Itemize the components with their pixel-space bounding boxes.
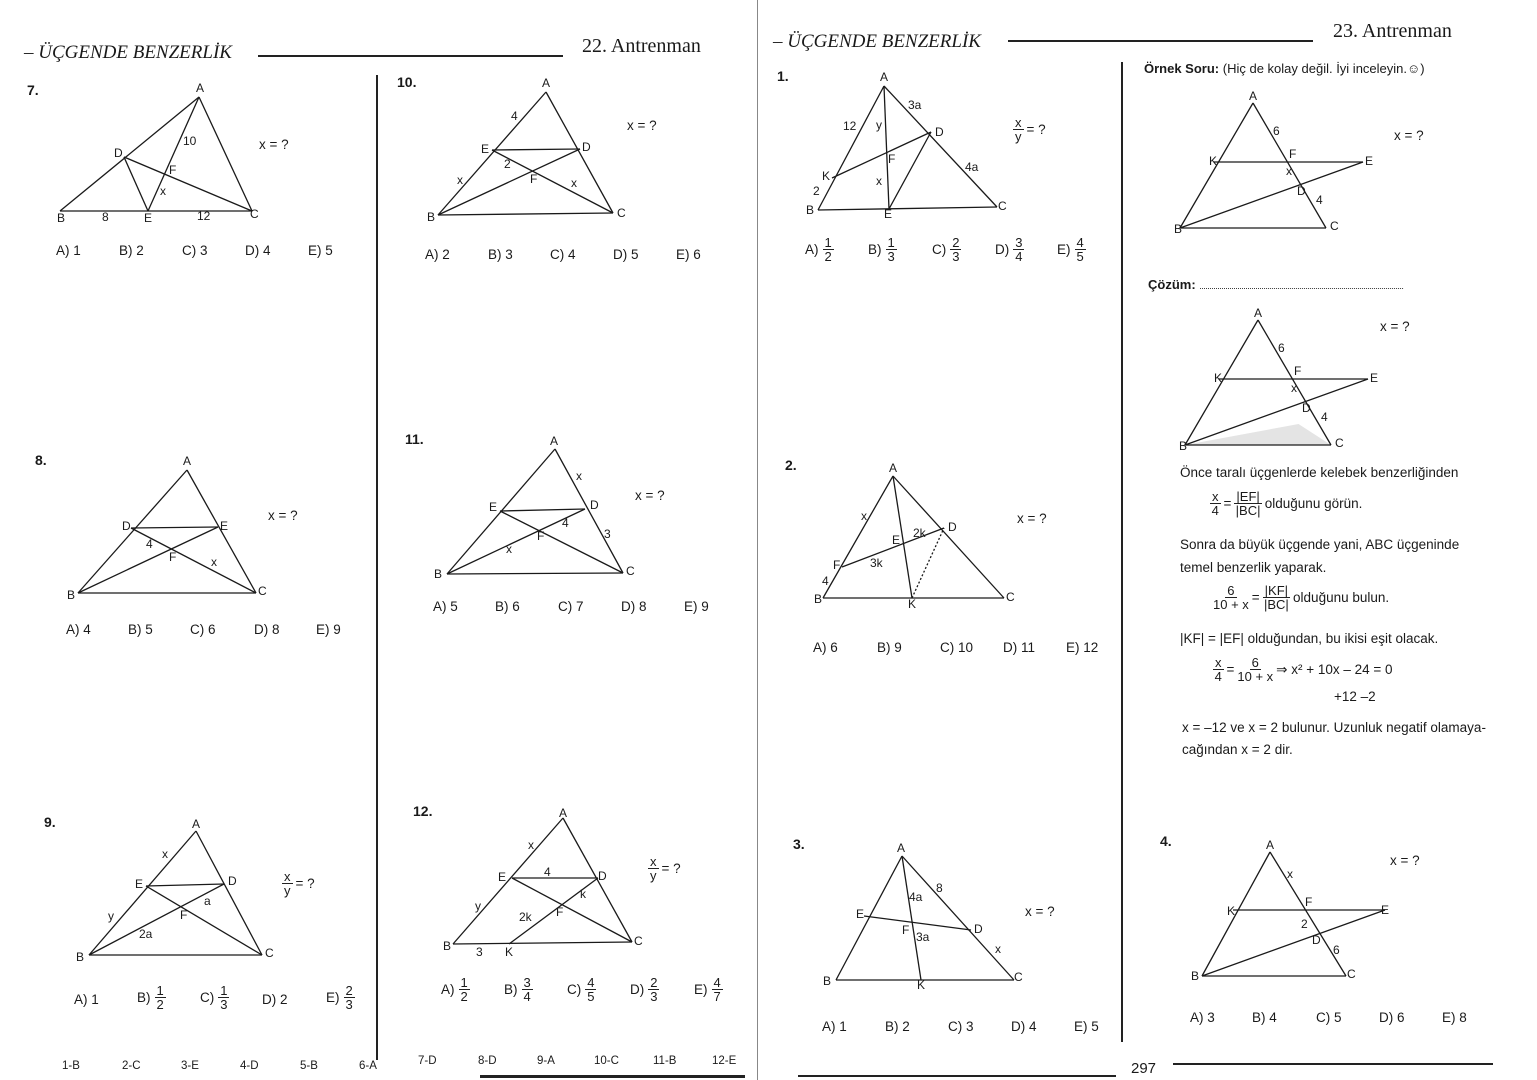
diagram-label: E xyxy=(144,211,153,225)
answer-option[interactable]: D) 8 xyxy=(621,599,647,614)
solution-eq3: $\frac{x}{4}$ = $\frac{6}{10 + x}$ ⇒ x² + 10x – 24 = 0 xyxy=(1214,655,1393,684)
diagram-label: x xyxy=(1291,381,1297,395)
solution-label: Çözüm: xyxy=(1148,277,1196,292)
question: x = ? xyxy=(627,118,657,133)
answer-option[interactable]: C) 10 xyxy=(940,640,974,655)
diagram-label: C xyxy=(1014,970,1023,984)
answer-option[interactable]: A) 1 xyxy=(56,243,81,258)
column-divider xyxy=(1121,62,1123,1042)
shaded-triangle xyxy=(1185,424,1331,445)
diagram-label: B xyxy=(1174,222,1183,236)
answer-key-item: 6-A xyxy=(359,1060,377,1072)
column-divider xyxy=(376,75,378,1060)
segment-CA xyxy=(1270,852,1346,976)
answer-key-item: 7-D xyxy=(418,1055,437,1067)
answer-option[interactable]: A) 1 xyxy=(822,1019,847,1034)
fraction: $\frac{1}{3}$ xyxy=(887,235,895,264)
diagram-label: 4 xyxy=(1316,193,1323,207)
fraction: $\frac{2}{3}$ xyxy=(345,983,353,1012)
problem-number: 2. xyxy=(785,457,797,473)
problem-number: 11. xyxy=(405,431,424,447)
problem-number: 10. xyxy=(397,74,417,90)
diagram-label: E xyxy=(489,500,498,514)
diagram-label: C xyxy=(1347,967,1356,981)
right-header-title: – ÜÇGENDE BENZERLİK xyxy=(773,31,981,52)
diagram-label: D xyxy=(228,874,237,888)
diagram-label: 12 xyxy=(843,119,857,133)
solution-step3: |KF| = |EF| olduğundan, bu ikisi eşit olacak. xyxy=(1180,631,1439,646)
question: $\frac{x}{y}$ = ? xyxy=(284,869,315,898)
problem-number: 3. xyxy=(793,836,805,852)
problem-number: 12. xyxy=(413,803,433,819)
answer-key-item: 11-B xyxy=(653,1055,677,1067)
answer-key-item: 5-B xyxy=(300,1060,318,1072)
diagram-label: B xyxy=(1179,439,1188,453)
fraction: $\frac{4}{5}$ xyxy=(1076,235,1084,264)
segment-BC xyxy=(447,573,623,574)
diagram-label: x xyxy=(162,847,168,861)
answer-option[interactable]: C) 4 xyxy=(550,247,576,262)
answer-option[interactable]: C) 3 xyxy=(182,243,208,258)
diagram-label: a xyxy=(204,894,211,908)
diagram-label: y xyxy=(108,909,114,923)
answer-option[interactable]: B) 2 xyxy=(119,243,144,258)
fraction: $\frac{4}{5}$ xyxy=(587,975,595,1004)
diagram-label: B xyxy=(806,203,815,217)
answer-option[interactable]: A) 1 xyxy=(74,992,99,1007)
diagram-label: B xyxy=(427,210,436,224)
answer-key-item: 9-A xyxy=(537,1055,555,1067)
diagram-label: C xyxy=(1330,219,1339,233)
diagram-label: F xyxy=(1289,147,1297,161)
diagram-label: A xyxy=(897,841,906,855)
diagram-label: B xyxy=(57,211,66,225)
diagram-label: x xyxy=(861,509,867,523)
segment-AB xyxy=(818,86,884,210)
left-header-title: – ÜÇGENDE BENZERLİK xyxy=(24,42,232,63)
fraction: $\frac{1}{2}$ xyxy=(460,975,468,1004)
diagram-label: K xyxy=(822,169,831,183)
diagram-label: B xyxy=(67,588,76,602)
answer-option[interactable]: D) 2 xyxy=(262,992,288,1007)
diagram-label: C xyxy=(626,564,635,578)
diagram-label: C xyxy=(265,946,274,960)
segment-DE xyxy=(131,527,218,528)
fraction: $\frac{1}{3}$ xyxy=(220,983,228,1012)
segment-AB xyxy=(836,856,902,980)
diagram-label: x xyxy=(528,838,534,852)
diagram-label: x xyxy=(506,542,512,556)
answer-option[interactable]: E) 5 xyxy=(308,243,333,258)
fraction: $\frac{4}{7}$ xyxy=(713,975,721,1004)
answer-option[interactable]: C) $\frac{4}{5}$ xyxy=(567,975,595,1004)
diagram-label: 4a xyxy=(965,160,979,174)
answer-option[interactable]: C) $\frac{2}{3}$ xyxy=(932,235,960,264)
answer-option[interactable]: E) 8 xyxy=(1442,1010,1467,1025)
diagram-label: 2 xyxy=(504,157,511,171)
diagram-label: 2k xyxy=(519,910,532,924)
segment-ED xyxy=(492,149,580,150)
diagram-label: C xyxy=(617,206,626,220)
answer-option[interactable]: B) $\frac{1}{2}$ xyxy=(137,983,164,1012)
footer-rule xyxy=(1173,1063,1493,1065)
diagram-label: x xyxy=(457,173,463,187)
diagram-label: F xyxy=(169,163,177,177)
diagram-label: B xyxy=(434,567,443,581)
diagram-label: E xyxy=(1381,903,1390,917)
diagram-label: E xyxy=(892,533,901,547)
segment-AB xyxy=(1202,852,1270,976)
solution-step2: Sonra da büyük üçgende yani, ABC üçgeninde xyxy=(1180,537,1460,552)
diagram-label: E xyxy=(220,519,229,533)
question: x = ? xyxy=(1025,904,1055,919)
answer-option[interactable]: E) 9 xyxy=(684,599,709,614)
answer-option[interactable]: E) $\frac{4}{7}$ xyxy=(694,975,721,1004)
fraction: $\frac{1}{2}$ xyxy=(156,983,164,1012)
answer-option[interactable]: A) 4 xyxy=(66,622,91,637)
answer-option[interactable]: E) $\frac{2}{3}$ xyxy=(326,983,353,1012)
diagram-label: F xyxy=(1305,895,1313,909)
diagram-label: 2a xyxy=(139,927,153,941)
answer-option[interactable]: A) $\frac{1}{2}$ xyxy=(805,235,832,264)
diagram-label: A xyxy=(880,70,889,84)
diagram-label: 3k xyxy=(870,556,883,570)
diagram-label: F xyxy=(556,905,564,919)
diagram-label: A xyxy=(1249,89,1258,103)
solution-heading xyxy=(1148,277,1403,292)
footer-rule xyxy=(798,1075,1116,1077)
segment-AB xyxy=(438,92,546,215)
question: x = ? xyxy=(1380,319,1410,334)
segment-DC xyxy=(124,157,252,211)
diagram-label: B xyxy=(814,592,823,606)
diagram-label: A xyxy=(550,434,559,448)
segment-ED xyxy=(500,509,585,511)
diagram-label: 10 xyxy=(183,134,197,148)
diagram-label: F xyxy=(1294,364,1302,378)
example-heading xyxy=(1144,61,1425,76)
diagram-label: A xyxy=(196,81,205,95)
diagram-label: K xyxy=(1227,904,1236,918)
diagram-label: x xyxy=(876,174,882,188)
question: x = ? xyxy=(1017,511,1047,526)
diagram-label: y xyxy=(876,118,882,132)
answer-option[interactable]: B) 9 xyxy=(877,640,902,655)
solution-eq1: $\frac{x}{4}$ = $\frac{|EF|}{|BC|}$ olduğunu görün. xyxy=(1211,489,1363,518)
diagram-label: C xyxy=(250,207,259,221)
diagram-label: E xyxy=(884,207,893,221)
segment-AB xyxy=(823,476,893,598)
diagram-label: F xyxy=(833,558,841,572)
answer-option[interactable]: E) 5 xyxy=(1074,1019,1099,1034)
page-number: 297 xyxy=(1131,1060,1157,1077)
right-header-section: 23. Antrenman xyxy=(1333,20,1452,42)
diagram-label: K xyxy=(917,978,926,992)
answer-option[interactable]: A) $\frac{1}{2}$ xyxy=(441,975,468,1004)
segment-AE xyxy=(148,97,199,211)
answer-option[interactable]: C) 6 xyxy=(190,622,216,637)
answer-option[interactable]: B) $\frac{1}{3}$ xyxy=(868,235,895,264)
diagram-label: D xyxy=(1302,401,1311,415)
answer-key-item: 8-D xyxy=(478,1055,497,1067)
segment-BE xyxy=(1202,910,1385,976)
diagram-label: F xyxy=(180,908,188,922)
answer-option[interactable]: D) 4 xyxy=(1011,1019,1037,1034)
answer-key-item: 12-E xyxy=(712,1055,737,1067)
answer-option[interactable]: C) $\frac{1}{3}$ xyxy=(200,983,228,1012)
diagram-label: 3 xyxy=(604,527,611,541)
header-rule xyxy=(1008,40,1313,42)
answer-key-item: 3-E xyxy=(181,1060,199,1072)
diagram-label: 3a xyxy=(916,930,930,944)
answer-option[interactable]: E) 9 xyxy=(316,622,341,637)
example-subtitle: (Hiç de kolay değil. İyi inceleyin.☺) xyxy=(1222,61,1425,76)
diagram-label: 6 xyxy=(1278,341,1285,355)
diagram-label: B xyxy=(76,950,85,964)
diagram-label: 12 xyxy=(197,209,211,223)
answer-option[interactable]: B) $\frac{3}{4}$ xyxy=(504,975,531,1004)
problem-number: 1. xyxy=(777,68,789,84)
segment-AB xyxy=(78,470,187,593)
diagram-label: 4 xyxy=(544,865,551,879)
diagram-label: A xyxy=(183,454,192,468)
fraction: $\frac{2}{3}$ xyxy=(952,235,960,264)
answer-key-item: 1-B xyxy=(62,1060,80,1072)
answer-option[interactable]: B) 4 xyxy=(1252,1010,1277,1025)
question: x = ? xyxy=(259,137,289,152)
diagram-label: E xyxy=(135,877,144,891)
diagram-label: A xyxy=(1254,306,1263,320)
solution-eq2: $\frac{6}{10 + x}$ = $\frac{|KF|}{|BC|}$ olduğunu bulun. xyxy=(1213,583,1390,612)
answer-key-item: 4-D xyxy=(240,1060,259,1072)
diagram-label: F xyxy=(169,550,177,564)
diagram-label: 2k xyxy=(913,526,926,540)
answer-option[interactable]: C) 7 xyxy=(558,599,584,614)
question: x = ? xyxy=(268,508,298,523)
question: $\frac{x}{y}$ = ? xyxy=(1015,115,1046,144)
diagram-label: x xyxy=(576,469,582,483)
answer-option[interactable]: A) 3 xyxy=(1190,1010,1215,1025)
segment-CA xyxy=(199,97,252,211)
diagram-label: x xyxy=(995,942,1001,956)
diagram-label: K xyxy=(1209,154,1218,168)
diagram-label: 4 xyxy=(562,516,569,530)
diagram-label: A xyxy=(559,806,568,820)
segment-ED xyxy=(864,916,971,930)
footer-rule xyxy=(480,1075,745,1078)
diagram-label: x xyxy=(571,176,577,190)
diagram-label: B xyxy=(1191,969,1200,983)
answer-option[interactable]: E) 12 xyxy=(1066,640,1099,655)
diagram-label: 8 xyxy=(936,881,943,895)
diagram-label: 4 xyxy=(511,109,518,123)
segment-CA xyxy=(555,449,623,573)
diagram-label: 2 xyxy=(1301,917,1308,931)
question: x = ? xyxy=(635,488,665,503)
diagram-label: 4a xyxy=(909,890,923,904)
answer-option[interactable]: D) 11 xyxy=(1003,640,1036,655)
diagram-label: E xyxy=(856,907,865,921)
question: $\frac{x}{y}$ = ? xyxy=(650,854,681,883)
diagram-label: F xyxy=(537,529,545,543)
diagram-label: x xyxy=(211,555,217,569)
diagram-label: D xyxy=(1297,184,1306,198)
answer-option[interactable]: B) 6 xyxy=(495,599,520,614)
fraction: $\frac{x}{y}$ xyxy=(284,869,291,898)
header-rule xyxy=(258,55,563,57)
answer-option[interactable]: D) 4 xyxy=(245,243,271,258)
diagram-label: D xyxy=(974,922,983,936)
problem-number: 9. xyxy=(44,814,56,830)
solution-step4: x = –12 ve x = 2 bulunur. Uzunluk negatif olamaya- xyxy=(1182,720,1486,735)
left-header-section: 22. Antrenman xyxy=(582,35,701,57)
answer-option[interactable]: D) $\frac{3}{4}$ xyxy=(995,235,1023,264)
diagram-label: E xyxy=(1365,154,1374,168)
answer-option[interactable]: C) 5 xyxy=(1316,1010,1342,1025)
fraction: $\frac{1}{2}$ xyxy=(824,235,832,264)
answer-option[interactable]: E) $\frac{4}{5}$ xyxy=(1057,235,1084,264)
diagram-label: D xyxy=(1312,933,1321,947)
diagram-label: 4 xyxy=(146,537,153,551)
diagram-label: 3a xyxy=(908,98,922,112)
diagram-label: x xyxy=(1286,164,1292,178)
diagram-label: D xyxy=(122,519,131,533)
segment-BC xyxy=(453,942,632,944)
diagram-label: y xyxy=(475,899,481,913)
diagram-label: K xyxy=(505,945,514,959)
diagram-label: 2 xyxy=(813,184,820,198)
diagram-label: C xyxy=(258,584,267,598)
diagram-label: C xyxy=(1006,590,1015,604)
fraction: $\frac{x}{y}$ xyxy=(650,854,657,883)
diagram-label: k xyxy=(580,887,586,901)
diagram-label: 3 xyxy=(476,945,483,959)
diagram-label: B xyxy=(443,939,452,953)
segment-ED xyxy=(146,884,224,886)
solution-step4b: cağından x = 2 dir. xyxy=(1182,742,1293,757)
diagram-label: D xyxy=(598,869,607,883)
diagram-label: 4 xyxy=(1321,410,1328,424)
diagram-label: K xyxy=(1214,371,1223,385)
diagram-label: C xyxy=(998,199,1007,213)
answer-option[interactable]: B) 3 xyxy=(488,247,513,262)
solution-roots: +12 –2 xyxy=(1334,689,1376,704)
segment-BC xyxy=(438,213,613,215)
diagram-label: D xyxy=(948,520,957,534)
fraction: $\frac{2}{3}$ xyxy=(650,975,658,1004)
diagram-label: C xyxy=(1335,436,1344,450)
diagram-label: B xyxy=(823,974,832,988)
diagram-label: A xyxy=(542,76,551,90)
answer-option[interactable]: D) $\frac{2}{3}$ xyxy=(630,975,658,1004)
diagram-label: x xyxy=(1287,867,1293,881)
solution-step2b: temel benzerlik yaparak. xyxy=(1180,560,1327,575)
diagram-label: D xyxy=(935,125,944,139)
answer-option[interactable]: E) 6 xyxy=(676,247,701,262)
fraction: $\frac{3}{4}$ xyxy=(1015,235,1023,264)
diagram-label: 6 xyxy=(1333,943,1340,957)
answer-option[interactable]: D) 6 xyxy=(1379,1010,1405,1025)
segment-ED xyxy=(889,132,931,209)
diagram-label: C xyxy=(634,934,643,948)
answer-key-item: 10-C xyxy=(594,1055,619,1067)
diagram-label: 8 xyxy=(102,210,109,224)
diagram-label: 6 xyxy=(1273,124,1280,138)
answer-option[interactable]: A) 6 xyxy=(813,640,838,655)
fraction: $\frac{x}{y}$ xyxy=(1015,115,1022,144)
diagram-label: A xyxy=(889,461,898,475)
diagram-label: F xyxy=(888,152,896,166)
problem-number: 8. xyxy=(35,452,47,468)
diagram-label: A xyxy=(1266,838,1275,852)
answer-option[interactable]: D) 5 xyxy=(613,247,639,262)
answer-option[interactable]: C) 3 xyxy=(948,1019,974,1034)
diagram-label: D xyxy=(114,146,123,160)
segment-AB xyxy=(60,97,199,211)
solution-dots: ...................................................................................................... xyxy=(1199,281,1404,291)
solution-step1: Önce taralı üçgenlerde kelebek benzerliğinden xyxy=(1180,465,1459,480)
diagram-label: D xyxy=(590,498,599,512)
answer-option[interactable]: D) 8 xyxy=(254,622,280,637)
answer-option[interactable]: A) 5 xyxy=(433,599,458,614)
segment-BC xyxy=(818,207,997,210)
problem-number: 4. xyxy=(1160,833,1172,849)
diagram-label: x xyxy=(160,184,166,198)
fraction: $\frac{3}{4}$ xyxy=(523,975,531,1004)
answer-key-item: 2-C xyxy=(122,1060,141,1072)
diagram-label: 4 xyxy=(822,574,829,588)
diagram-label: E xyxy=(498,870,507,884)
diagram-label: K xyxy=(908,597,917,611)
question: x = ? xyxy=(1394,128,1424,143)
diagram-label: A xyxy=(192,817,201,831)
segment-AB xyxy=(453,818,563,944)
example-title: Örnek Soru: xyxy=(1144,61,1220,76)
page-fold xyxy=(757,0,758,1080)
segment-AE xyxy=(884,86,889,209)
diagram-label: F xyxy=(902,923,910,937)
answer-option[interactable]: B) 5 xyxy=(128,622,153,637)
problem-number: 7. xyxy=(27,82,39,98)
answer-option[interactable]: A) 2 xyxy=(425,247,450,262)
diagram-label: E xyxy=(1370,371,1379,385)
answer-option[interactable]: B) 2 xyxy=(885,1019,910,1034)
question: x = ? xyxy=(1390,853,1420,868)
diagram-label: D xyxy=(582,140,591,154)
diagram-label: F xyxy=(530,172,538,186)
diagram-label: E xyxy=(481,142,490,156)
